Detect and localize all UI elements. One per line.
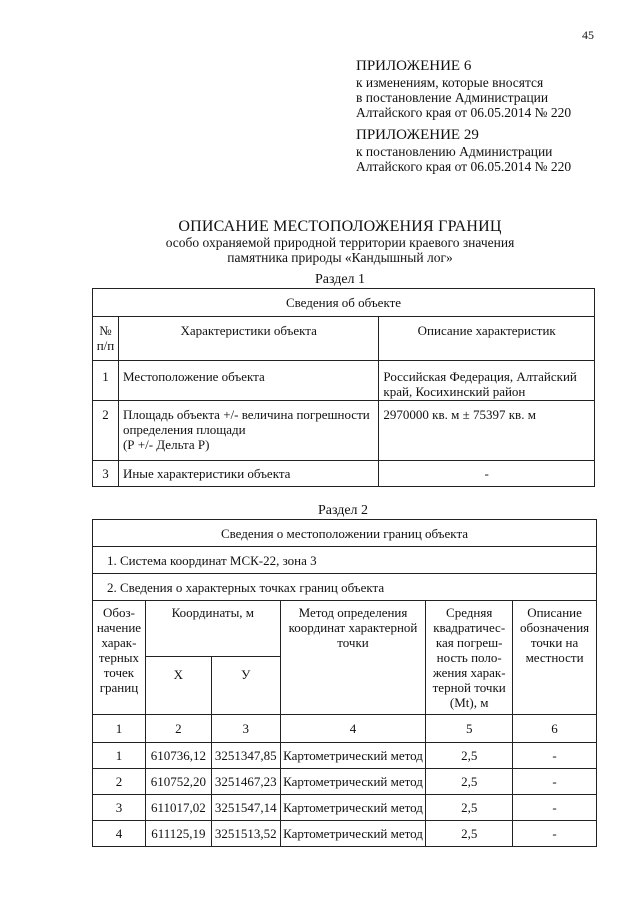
point-y: 3251547,14 bbox=[211, 795, 280, 821]
point-method: Картометрический метод bbox=[280, 821, 426, 847]
row-characteristic bbox=[118, 461, 378, 487]
col-number: 3 bbox=[211, 715, 280, 743]
point-number: 4 bbox=[93, 821, 146, 847]
col-header-no bbox=[93, 317, 119, 361]
col-header-description: Описание характеристик bbox=[379, 317, 595, 361]
row-number: 1 bbox=[93, 361, 119, 401]
col-header-y: У bbox=[211, 657, 280, 715]
point-y: 3251513,52 bbox=[211, 821, 280, 847]
col-header-method bbox=[280, 601, 426, 715]
point-mt: 2,5 bbox=[426, 743, 513, 769]
point-description: - bbox=[513, 743, 597, 769]
point-x: 610752,20 bbox=[145, 769, 211, 795]
cell-line: терной точки bbox=[432, 680, 506, 695]
cell-line: местности bbox=[525, 650, 584, 665]
section-2-table bbox=[92, 519, 597, 847]
points-title: 2. Сведения о характерных точках границ объекта bbox=[93, 574, 597, 601]
point-x: 610736,12 bbox=[145, 743, 211, 769]
section-2-label: Раздел 2 bbox=[317, 503, 369, 518]
cell-line: точки на bbox=[530, 635, 579, 650]
cell-line: Средняя bbox=[446, 605, 493, 620]
appendix-6-line: Алтайского края от 06.05.2014 № 220 bbox=[356, 105, 572, 120]
col-header-characteristics: Характеристики объекта bbox=[118, 317, 378, 361]
appendix-29-line: Алтайского края от 06.05.2014 № 220 bbox=[356, 159, 572, 174]
col-number: 2 bbox=[145, 715, 211, 743]
row-description bbox=[379, 361, 595, 401]
cell-line: точки bbox=[337, 635, 369, 650]
table-row bbox=[93, 795, 597, 821]
appendix-6-line: к изменениям, которые вносятся bbox=[356, 75, 544, 90]
point-x: 611017,02 bbox=[145, 795, 211, 821]
point-method: Картометрический метод bbox=[280, 743, 426, 769]
cell-line: обозначения bbox=[519, 620, 590, 635]
point-mt: 2,5 bbox=[426, 795, 513, 821]
col-header-point-name bbox=[93, 601, 146, 715]
cell-line: определения площади bbox=[122, 422, 246, 437]
cell-line: (Mt), м bbox=[449, 695, 489, 710]
cell-line: Описание bbox=[527, 605, 582, 620]
point-y: 3251347,85 bbox=[211, 743, 280, 769]
cell-line: Иные характеристики объекта bbox=[122, 466, 291, 481]
point-number: 1 bbox=[93, 743, 146, 769]
title-line-1: ОПИСАНИЕ МЕСТОПОЛОЖЕНИЯ ГРАНИЦ bbox=[178, 218, 502, 235]
col-number: 5 bbox=[426, 715, 513, 743]
col-header-coordinates: Координаты, м bbox=[145, 601, 280, 657]
cell-line: ность поло- bbox=[436, 650, 502, 665]
table-row bbox=[93, 743, 597, 769]
cell-line: харак- bbox=[101, 635, 137, 650]
table-row bbox=[93, 821, 597, 847]
appendix-29-title: ПРИЛОЖЕНИЕ 29 bbox=[356, 127, 479, 143]
appendix-6-line: в постановление Администрации bbox=[356, 90, 549, 105]
col-header-description bbox=[513, 601, 597, 715]
row-number: 3 bbox=[93, 461, 119, 487]
cell-line: кая погреш- bbox=[435, 635, 503, 650]
point-x: 611125,19 bbox=[145, 821, 211, 847]
row-number: 2 bbox=[93, 401, 119, 461]
point-description: - bbox=[513, 821, 597, 847]
table-row bbox=[93, 769, 597, 795]
coord-system: 1. Система координат МСК-22, зона 3 bbox=[93, 547, 597, 574]
col-number: 1 bbox=[93, 715, 146, 743]
cell-line: квадратичес- bbox=[433, 620, 506, 635]
cell-line: жения харак- bbox=[432, 665, 506, 680]
point-description: - bbox=[513, 769, 597, 795]
point-description: - bbox=[513, 795, 597, 821]
point-mt: 2,5 bbox=[426, 769, 513, 795]
cell-line: - bbox=[484, 466, 489, 481]
section-2-header: Сведения о местоположении границ объекта bbox=[93, 520, 597, 547]
section-1-header: Сведения об объекте bbox=[93, 289, 595, 317]
col-number: 6 bbox=[513, 715, 597, 743]
title-line-2: особо охраняемой природной территории краевого значения bbox=[165, 235, 515, 250]
appendix-29-block bbox=[356, 127, 571, 174]
point-mt: 2,5 bbox=[426, 821, 513, 847]
appendix-29-line: к постановлению Администрации bbox=[356, 144, 553, 159]
col-number: 4 bbox=[280, 715, 426, 743]
cell-line: границ bbox=[99, 680, 139, 695]
col-header-x: X bbox=[145, 657, 211, 715]
point-number: 3 bbox=[93, 795, 146, 821]
cell-line: край, Косихинский район bbox=[383, 384, 526, 399]
cell-line: Местоположение объекта bbox=[122, 369, 265, 384]
section-1-table bbox=[92, 288, 595, 487]
col-header-no-line: № bbox=[99, 323, 112, 338]
cell-line: 2970000 кв. м ± 75397 кв. м bbox=[383, 407, 536, 422]
point-number: 2 bbox=[93, 769, 146, 795]
appendix-6-title: ПРИЛОЖЕНИЕ 6 bbox=[356, 58, 472, 74]
cell-line: координат характерной bbox=[288, 620, 418, 635]
point-method: Картометрический метод bbox=[280, 769, 426, 795]
cell-line: точек bbox=[103, 665, 135, 680]
title-line-3: памятника природы «Кандышный лог» bbox=[227, 250, 453, 265]
document-title bbox=[80, 218, 600, 265]
section-1-label: Раздел 1 bbox=[314, 272, 366, 287]
row-description bbox=[379, 461, 595, 487]
row-characteristic bbox=[118, 361, 378, 401]
cell-line: Метод определения bbox=[298, 605, 408, 620]
row-description bbox=[379, 401, 595, 461]
cell-line: терных bbox=[98, 650, 140, 665]
cell-line: Обоз- bbox=[102, 605, 135, 620]
col-header-no-line: п/п bbox=[96, 338, 115, 353]
cell-line: (Р +/- Дельта Р) bbox=[122, 437, 210, 452]
cell-line: Площадь объекта +/- величина погрешности bbox=[122, 407, 370, 422]
row-characteristic bbox=[118, 401, 378, 461]
point-y: 3251467,23 bbox=[211, 769, 280, 795]
page-number: 45 bbox=[582, 28, 594, 42]
appendix-6-block bbox=[356, 58, 571, 120]
cell-line: начение bbox=[96, 620, 142, 635]
col-header-mt bbox=[426, 601, 513, 715]
cell-line: Российская Федерация, Алтайский bbox=[383, 369, 577, 384]
point-method: Картометрический метод bbox=[280, 795, 426, 821]
